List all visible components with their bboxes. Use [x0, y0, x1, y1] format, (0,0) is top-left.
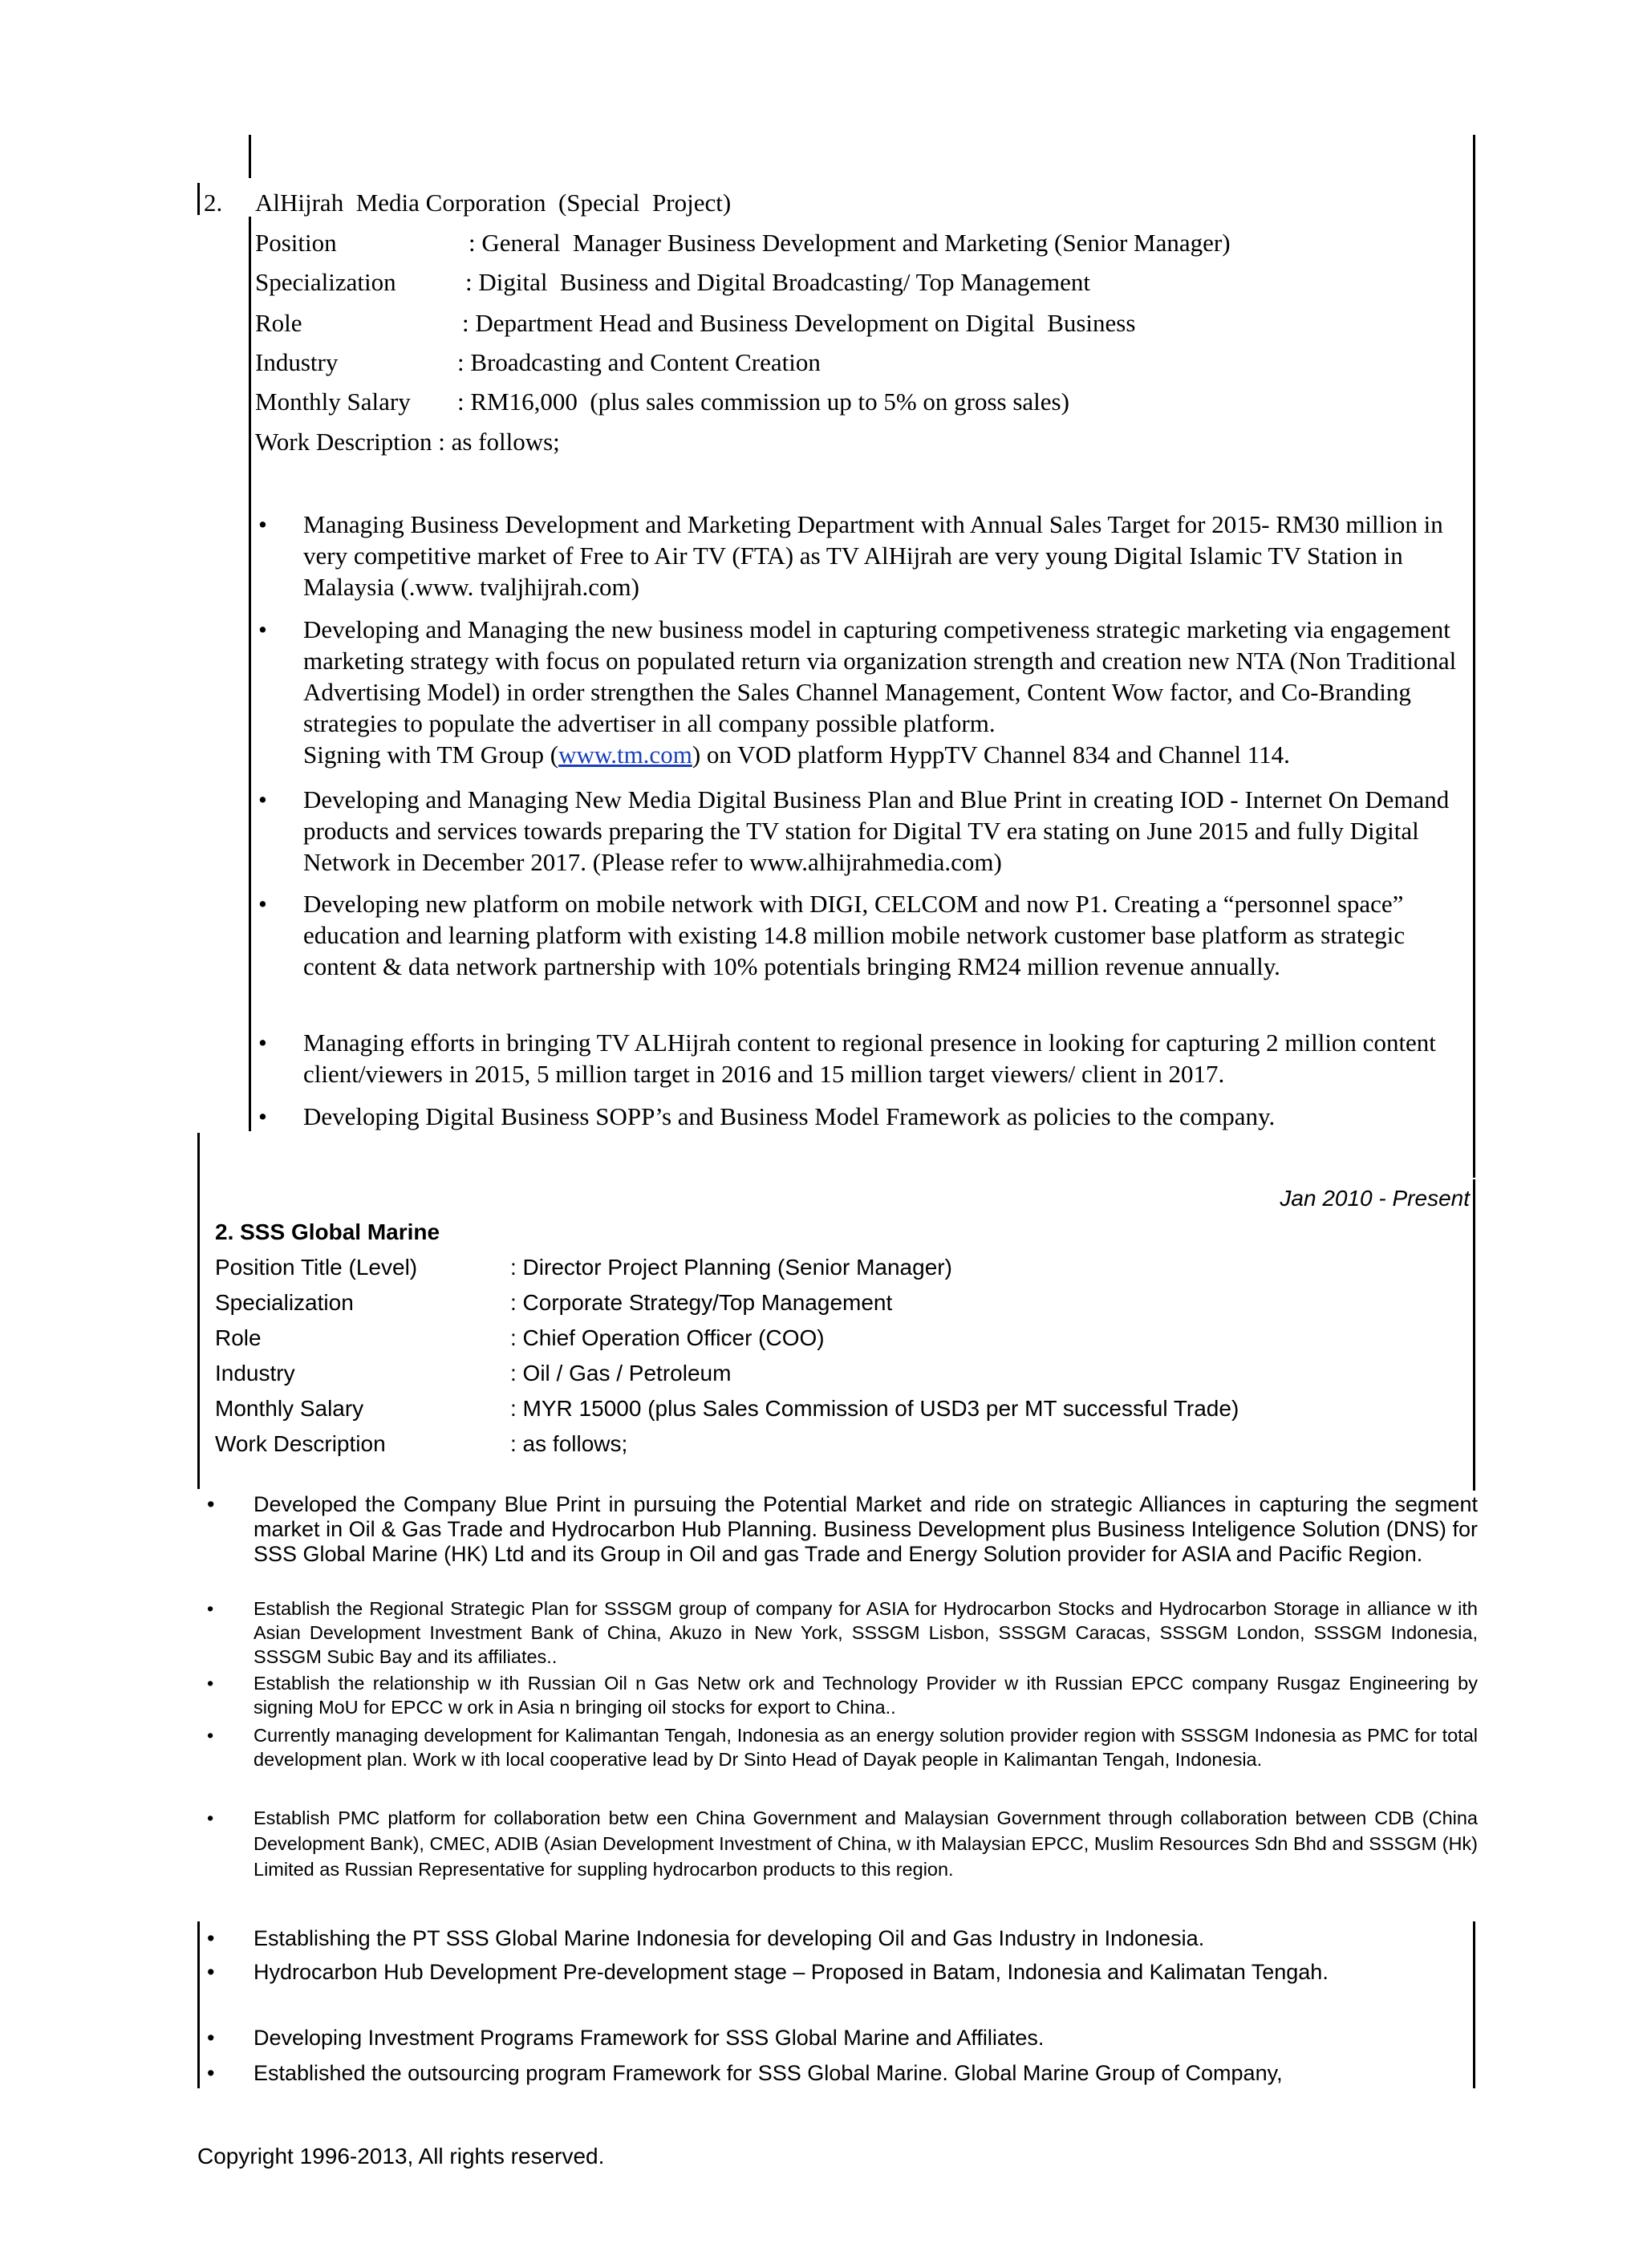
field-value-industry: : Oil / Gas / Petroleum [510, 1361, 732, 1386]
list-item [201, 1597, 1478, 1669]
bullet-icon: • [258, 890, 267, 918]
field-value-position-title: : Director Project Planning (Senior Manager) [510, 1255, 952, 1280]
field-value-role: : Chief Operation Officer (COO) [510, 1325, 825, 1350]
bullet-text: Developing and Managing the new business model in capturing competiveness strategic marketing via engagement marketing strategy with focus on populated return via organization strength and creation new NTA (Non Traditional Advertising Model) in order strengthen the Sales Channel Management, Content Wow factor, and Co-Branding strategies to populate the advertiser in all company possible platform. [303, 615, 1457, 737]
signing-line: Signing with TM Group (www.tm.com) on VOD platform HyppTV Channel 834 and Channel 114. [303, 740, 1290, 769]
bullet-icon: • [258, 1029, 267, 1057]
list-item [258, 1027, 1475, 1089]
list-item [201, 1959, 1478, 1985]
bullet-text: Establishing the PT SSS Global Marine Indonesia for developing Oil and Gas Industry in Indonesia. [254, 1926, 1205, 1950]
bullet-icon: • [207, 1492, 215, 1516]
list-item [201, 1671, 1478, 1719]
bullet-icon: • [258, 615, 267, 643]
field-value-salary: : RM16,000 (plus sales commission up to 5% on gross sales) [457, 387, 1069, 416]
bullet-text: Managing efforts in bringing TV ALHijrah content to regional presence in looking for capturing 2 million content client/viewers in 2015, 5 million target in 2016 and 15 million target viewers/ client in 2017. [303, 1029, 1436, 1088]
bullet-icon: • [207, 2061, 215, 2085]
list-item [258, 888, 1475, 982]
field-label-specialization: Specialization [215, 1290, 354, 1315]
left-rule-section2 [197, 1133, 200, 1489]
section-number: 2. [204, 189, 223, 217]
left-rule-section1 [249, 217, 251, 1131]
field-label-role: Role [215, 1325, 262, 1350]
list-item [201, 1723, 1478, 1771]
bullet-icon: • [258, 785, 267, 813]
field-label-salary: Monthly Salary [215, 1396, 364, 1421]
work-description: Work Description : as follows; [255, 428, 560, 456]
bullet-text: Developed the Company Blue Print in pursuing the Potential Market and ride on strategic Alliances in capturing the segment market in Oil & Gas Trade and Hydrocarbon Hub Planning. Business Development plus Business Inteligence Solution (DNS) for SSS Global Marine (HK) Ltd and its Group in Oil and gas Trade and Energy Solution provider for ASIA and Pacific Region. [254, 1492, 1478, 1566]
bullet-text: Managing Business Development and Marketing Department with Annual Sales Target for 2015- RM30 million in very competitive market of Free to Air TV (FTA) as TV AlHijrah are very young Digital Islamic TV Station in Malaysia (.www. tvaljhijrah.com) [303, 510, 1443, 601]
bullet-icon: • [207, 1960, 215, 1984]
bullet-icon: • [207, 1673, 214, 1694]
bullet-icon: • [207, 1725, 214, 1746]
section-title: AlHijrah Media Corporation (Special Project) [255, 189, 732, 217]
field-label-salary: Monthly Salary [255, 387, 411, 416]
field-label-position-title: Position Title (Level) [215, 1255, 418, 1280]
list-item [201, 2059, 1478, 2087]
bullet-text: Currently managing development for Kalimantan Tengah, Indonesia as an energy solution provider region with SSSGM Indonesia as PMC for total development plan. Work w ith local cooperative lead by Dr Sinto Head of Dayak people in Kalimantan Tengah, Indonesia. [254, 1725, 1478, 1770]
field-value-specialization: : Digital Business and Digital Broadcasting/ Top Management [465, 268, 1091, 296]
bullet-text: Establish the relationship w ith Russian Oil n Gas Netw ork and Technology Provider w ith Russian EPCC company Rusgaz Engineering by signing MoU for EPCC w ork in Asia n bringing oil stocks for export to China.. [254, 1673, 1478, 1718]
bullet-icon: • [258, 1102, 267, 1130]
bullet-text: Developing new platform on mobile network with DIGI, CELCOM and now P1. Creating a “personnel space” education and learning platform with existing 14.8 million mobile network customer base platform as strategic content & data network partnership with 10% potentials bringing RM24 million revenue annually. [303, 890, 1406, 980]
bullet-text: Established the outsourcing program Framework for SSS Global Marine. Global Marine Group of Company, [254, 2061, 1283, 2085]
right-rule-section2 [1473, 1179, 1475, 1491]
field-value-specialization: : Corporate Strategy/Top Management [510, 1290, 893, 1315]
field-value-position: : General Manager Business Development and Marketing (Senior Manager) [469, 229, 1231, 257]
bullet-text: Establish PMC platform for collaboration betw een China Government and Malaysian Government through collaboration between CDB (China Development Bank), CMEC, ADIB (Asian Development Investment of China, w ith Malaysian EPCC, Muslim Resources Sdn Bhd and SSSGM (Hk) Limited as Russian Representative for suppling hydrocarbon products to this region. [254, 1808, 1478, 1880]
field-label-industry: Industry [255, 348, 339, 376]
list-item [258, 1101, 1475, 1132]
list-item [201, 2023, 1478, 2052]
field-value-role: : Department Head and Business Development on Digital Business [462, 309, 1136, 337]
company-title: 2. SSS Global Marine [215, 1219, 440, 1244]
footer-copyright: Copyright 1996-2013, All rights reserved. [197, 2144, 605, 2169]
bullet-text: Developing and Managing New Media Digital Business Plan and Blue Print in creating IOD - Internet On Demand products and services towards preparing the TV station for Digital TV era stating on June 2015 and fully Digital Network in December 2017. (Please refer to www.alhijrahmedia.com) [303, 785, 1450, 876]
field-label-role: Role [255, 309, 302, 337]
bullet-icon: • [207, 1598, 214, 1619]
list-item [258, 509, 1475, 603]
field-label-specialization: Specialization [255, 268, 396, 296]
list-item [258, 614, 1475, 770]
bullet-text: Developing Investment Programs Framework for SSS Global Marine and Affiliates. [254, 2026, 1045, 2050]
field-value-industry: : Broadcasting and Content Creation [457, 348, 821, 376]
field-label-work-description: Work Description [215, 1431, 386, 1456]
left-rule-top [249, 135, 251, 178]
list-item [258, 784, 1475, 878]
tm-link[interactable]: www.tm.com [558, 740, 692, 769]
list-item [201, 1492, 1478, 1567]
bullet-icon: • [207, 1926, 215, 1950]
field-value-work-description: : as follows; [510, 1431, 628, 1456]
field-label-industry: Industry [215, 1361, 295, 1386]
bullet-text: Establish the Regional Strategic Plan for SSSGM group of company for ASIA for Hydrocarbon Stocks and Hydrocarbon Storage in alliance w ith Asian Development Investment Bank of China, Akuzo in New York, SSSGM Lisbon, SSSGM Caracas, SSSGM London, SSSGM Indonesia, SSSGM Subic Bay and its affiliates.. [254, 1598, 1478, 1667]
bullet-text: Developing Digital Business SOPP’s and Business Model Framework as policies to the company. [303, 1102, 1276, 1130]
bullet-icon: • [207, 1808, 214, 1828]
field-label-position: Position [255, 229, 337, 257]
left-rule-bullets [197, 1921, 200, 2088]
date-range: Jan 2010 - Present [1280, 1186, 1470, 1211]
bullet-icon: • [207, 2026, 215, 2050]
list-item [201, 1924, 1478, 1953]
left-rule-number [197, 183, 200, 215]
field-value-salary: : MYR 15000 (plus Sales Commission of USD3 per MT successful Trade) [510, 1396, 1239, 1421]
bullet-text: Hydrocarbon Hub Development Pre-development stage – Proposed in Batam, Indonesia and Kalimatan Tengah. [254, 1960, 1329, 1984]
list-item [201, 1805, 1478, 1882]
bullet-icon: • [258, 510, 267, 538]
